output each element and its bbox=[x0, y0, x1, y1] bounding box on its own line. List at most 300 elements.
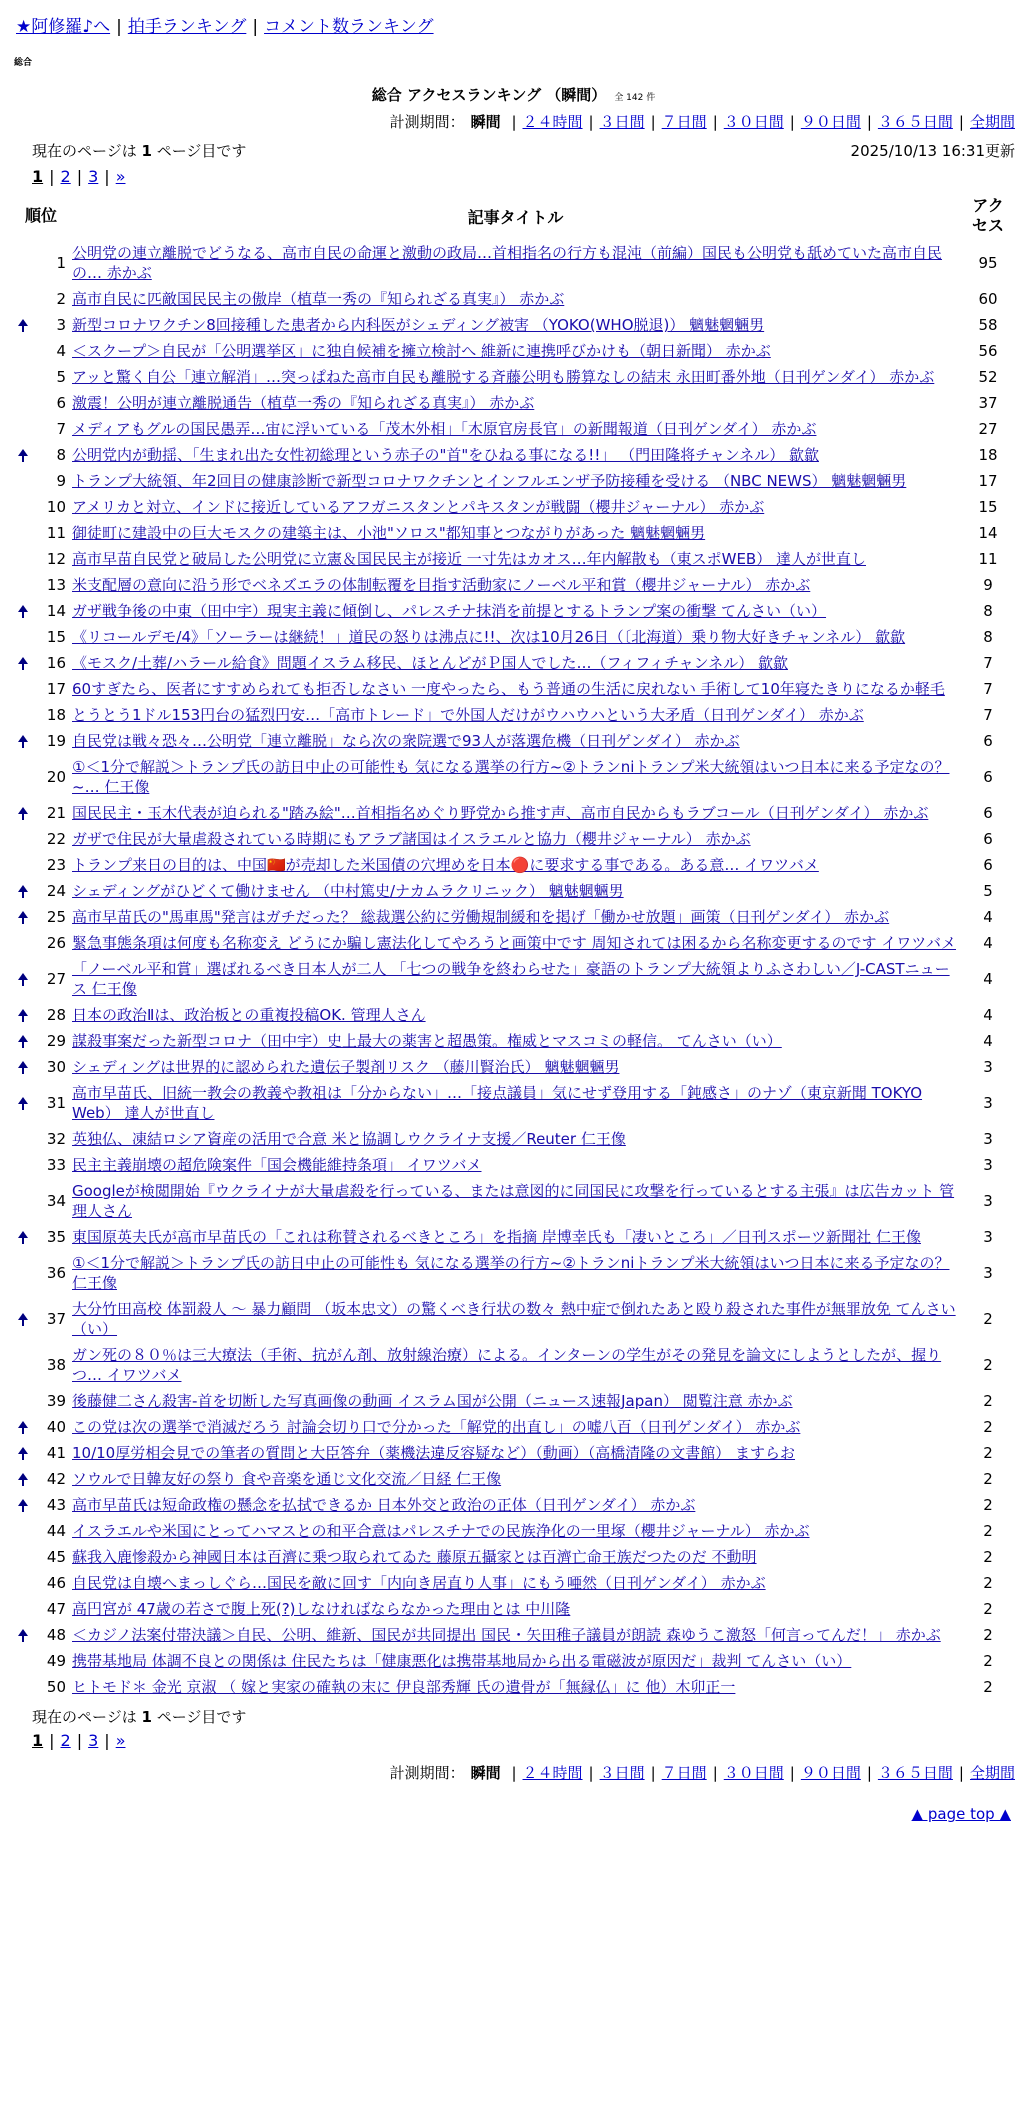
article-title-link[interactable]: 日本の政治Ⅱは、政治板との重複投稿OK. 管理人さん bbox=[72, 1006, 426, 1024]
title-cell bbox=[70, 520, 961, 546]
table-row bbox=[12, 390, 1015, 416]
article-title-link[interactable]: 《リコールデモ/4》「ソーラーは継続！」道民の怒りは沸点に!!、次は10月26日（〔北海道）乗り物大好きチャンネル） 歙歙 bbox=[72, 628, 906, 646]
up-arrow-icon bbox=[18, 807, 28, 814]
up-arrow-icon bbox=[18, 657, 28, 664]
title-cell bbox=[70, 1544, 961, 1570]
period-current: 瞬間 bbox=[470, 113, 501, 131]
title-cell bbox=[70, 1648, 961, 1674]
article-title-link[interactable]: ＜カジノ法案付帯決議＞自民、公明、維新、国民が共同提出 国民・矢田稚子議員が朗読 森ゆうこ激怒「何言ってんだ！」 赤かぶ bbox=[72, 1626, 941, 1644]
table-row bbox=[12, 1648, 1015, 1674]
rank-number: 39 bbox=[46, 1392, 66, 1410]
table-row bbox=[12, 1518, 1015, 1544]
article-title-link[interactable]: ソウルで日韓友好の祭り 食や音楽を通じ文化交流／日経 仁王像 bbox=[72, 1470, 502, 1488]
article-title-link[interactable]: 大分竹田高校 体罰殺人 ～ 暴力顧問 （坂本忠文）の驚くべき行状の数々 熱中症で倒れたあと殴り殺された事件が無罪放免 てんさい（い） bbox=[72, 1300, 956, 1338]
trend-cell bbox=[12, 878, 34, 904]
access-count: 2 bbox=[983, 1626, 993, 1644]
trend-cell bbox=[12, 624, 34, 650]
table-row bbox=[12, 494, 1015, 520]
table-row bbox=[12, 1126, 1015, 1152]
pagination-top bbox=[12, 165, 1015, 192]
period-link[interactable]: ３日間 bbox=[599, 113, 645, 131]
access-count: 7 bbox=[983, 706, 993, 724]
access-count: 2 bbox=[983, 1522, 993, 1540]
table-row bbox=[12, 546, 1015, 572]
article-title-link[interactable]: アッと驚く自公「連立解消」…突っぱねた高市自民も離脱する斉藤公明も勝算なしの結末 永田町番外地（日刊ゲンダイ） 赤かぶ bbox=[72, 368, 935, 386]
article-title-link[interactable]: 英独仏、凍結ロシア資産の活用で合意 米と協調しウクライナ支援／Reuter 仁王像 bbox=[72, 1130, 626, 1148]
home-link[interactable]: ★阿修羅♪へ bbox=[16, 17, 111, 37]
period-separator: | bbox=[511, 113, 517, 131]
rank-number: 8 bbox=[56, 446, 66, 464]
up-arrow-icon bbox=[18, 1499, 28, 1506]
table-row bbox=[12, 1492, 1015, 1518]
article-title-link[interactable]: とうとう1ドル153円台の猛烈円安…「高市トレード」で外国人だけがウハウハという大矛盾（日刊ゲンダイ） 赤かぶ bbox=[72, 706, 864, 724]
title-cell bbox=[70, 494, 961, 520]
trend-cell bbox=[12, 800, 34, 826]
article-title-link[interactable]: ガン死の８０％は三大療法（手術、抗がん剤、放射線治療）による。インターンの学生がその発見を論文にしようとしたが、握りつ… イワツバメ bbox=[72, 1346, 942, 1384]
trend-cell bbox=[12, 1492, 34, 1518]
article-title-link[interactable]: 緊急事態条項は何度も名称変え どうにか騙し憲法化してやろうと画策中です 周知されては困るから名称変更するのです イワツバメ bbox=[72, 934, 957, 952]
rank-number: 18 bbox=[46, 706, 66, 724]
trend-cell bbox=[12, 1126, 34, 1152]
up-arrow-icon bbox=[18, 885, 28, 892]
article-title-link[interactable]: アメリカと対立、インドに接近しているアフガニスタンとパキスタンが戦闘（櫻井ジャーナル） 赤かぶ bbox=[72, 498, 765, 516]
period-selector-top bbox=[12, 105, 1015, 136]
article-title-link[interactable]: 御徒町に建設中の巨大モスクの建築主は、小池"ソロス"都知事とつながりがあった 魑魅魍魎男 bbox=[72, 524, 706, 542]
nav-separator: | bbox=[252, 17, 259, 37]
up-arrow-icon bbox=[18, 605, 28, 612]
up-arrow-icon bbox=[18, 735, 28, 742]
rank-number: 3 bbox=[56, 316, 66, 334]
table-row bbox=[12, 240, 1015, 286]
pager-next-link[interactable]: » bbox=[115, 167, 126, 186]
title-cell bbox=[70, 1674, 961, 1700]
rank-number: 30 bbox=[46, 1058, 66, 1076]
rank-number: 20 bbox=[46, 768, 66, 786]
rank-number: 36 bbox=[46, 1264, 66, 1282]
comment-ranking-link[interactable]: コメント数ランキング bbox=[264, 17, 434, 37]
trend-cell bbox=[12, 312, 34, 338]
title-cell bbox=[70, 852, 961, 878]
article-title-link[interactable]: 公明党の連立離脱でどうなる、高市自民の命運と激動の政局…首相指名の行方も混沌（前編）国民も公明党も舐めていた高市自民の… 赤かぶ bbox=[72, 244, 943, 282]
table-row bbox=[12, 650, 1015, 676]
trend-cell bbox=[12, 702, 34, 728]
pager-current-page: 1 bbox=[32, 167, 44, 186]
trend-cell bbox=[12, 1440, 34, 1466]
table-row bbox=[12, 1296, 1015, 1342]
title-cell bbox=[70, 1518, 961, 1544]
table-row bbox=[12, 598, 1015, 624]
table-row bbox=[12, 1570, 1015, 1596]
table-row bbox=[12, 754, 1015, 800]
title-cell bbox=[70, 546, 961, 572]
table-row bbox=[12, 1080, 1015, 1126]
current-page-text-bottom: 現在のページは 1 ページ目です bbox=[32, 1708, 247, 1726]
article-title-link[interactable]: この党は次の選挙で消滅だろう 討論会切り口で分かった「解党的出直し」の嘘八百（日刊ゲンダイ） 赤かぶ bbox=[72, 1418, 801, 1436]
title-cell bbox=[70, 878, 961, 904]
article-title-link[interactable]: シェディングがひどくて働けません （中村篤史/ナカムラクリニック） 魑魅魍魎男 bbox=[72, 882, 624, 900]
article-title-link[interactable]: ガザ戦争後の中東（田中宇）現実主義に傾倒し、パレスチナ抹消を前提とするトランプ案の衝撃 てんさい（い） bbox=[72, 602, 827, 620]
period-link[interactable]: 全期間 bbox=[969, 1764, 1015, 1782]
article-title-link[interactable]: 公明党内が動揺、「生まれ出た女性初総理という赤子の"首"をひねる事になる!!」 （門田隆将チャンネル） 歙歙 bbox=[72, 446, 819, 464]
trend-cell bbox=[12, 546, 34, 572]
title-cell bbox=[70, 390, 961, 416]
table-row bbox=[12, 1466, 1015, 1492]
title-cell bbox=[70, 650, 961, 676]
trend-cell bbox=[12, 442, 34, 468]
trend-cell bbox=[12, 416, 34, 442]
access-count: 2 bbox=[983, 1652, 993, 1670]
up-arrow-icon bbox=[18, 1447, 28, 1454]
access-count: 18 bbox=[978, 446, 998, 464]
title-cell bbox=[70, 904, 961, 930]
trend-cell bbox=[12, 1622, 34, 1648]
table-row bbox=[12, 1028, 1015, 1054]
table-row bbox=[12, 1544, 1015, 1570]
article-title-link[interactable]: 東国原英夫氏が高市早苗氏の「これは称賛されるべきところ」を指摘 岸博幸氏も「凄いところ」／日刊スポーツ新聞社 仁王像 bbox=[72, 1228, 921, 1246]
article-title-link[interactable]: 自民党は戦々恐々…公明党「連立離脱」なら次の衆院選で93人が落選危機（日刊ゲンダイ） 赤かぶ bbox=[72, 732, 740, 750]
access-count: 3 bbox=[983, 1130, 993, 1148]
rank-number: 23 bbox=[46, 856, 66, 874]
access-count: 4 bbox=[983, 908, 993, 926]
trend-cell bbox=[12, 1648, 34, 1674]
period-link[interactable]: ９０日間 bbox=[800, 1764, 861, 1782]
ranking-table bbox=[12, 192, 1015, 1700]
table-row bbox=[12, 702, 1015, 728]
period-label: 計測期間： bbox=[389, 1764, 465, 1782]
period-links bbox=[505, 1764, 1015, 1782]
title-cell bbox=[70, 1028, 961, 1054]
access-count: 6 bbox=[983, 830, 993, 848]
title-cell bbox=[70, 442, 961, 468]
rank-number: 40 bbox=[46, 1418, 66, 1436]
access-count: 2 bbox=[983, 1600, 993, 1618]
total-count: 全 142 件 bbox=[614, 93, 656, 103]
up-arrow-icon bbox=[18, 1009, 28, 1016]
article-title-link[interactable]: ヒトモド＊ 金光 京淑 （ 嫁と実家の確執の末に 伊良部秀輝 氏の遺骨が「無縁仏」に 他）木卯正一 bbox=[72, 1678, 736, 1696]
table-row bbox=[12, 1002, 1015, 1028]
period-links bbox=[505, 113, 1015, 131]
trend-cell bbox=[12, 1296, 34, 1342]
article-title-link[interactable]: 高市早苗自民党と破局した公明党に立憲＆国民民主が接近 一寸先はカオス…年内解散も（東スポWEB） 達人が世直し bbox=[72, 550, 866, 568]
title-cell bbox=[70, 1466, 961, 1492]
access-count: 17 bbox=[978, 472, 998, 490]
access-count: 4 bbox=[983, 934, 993, 952]
rank-number: 5 bbox=[56, 368, 66, 386]
rank-number: 34 bbox=[46, 1192, 66, 1210]
rank-number: 46 bbox=[46, 1574, 66, 1592]
title-cell bbox=[70, 1080, 961, 1126]
access-count: 3 bbox=[983, 1264, 993, 1282]
period-link[interactable]: 全期間 bbox=[969, 113, 1015, 131]
access-count: 2 bbox=[983, 1548, 993, 1566]
article-title-link[interactable]: 高市早苗氏、旧統一教会の教義や教祖は「分からない」…「接点議員」気にせず登用する「鈍感さ」のナゾ（東京新聞 TOKYO Web） 達人が世直し bbox=[72, 1084, 923, 1122]
title-cell bbox=[70, 1388, 961, 1414]
title-cell bbox=[70, 240, 961, 286]
period-separator: | bbox=[650, 113, 656, 131]
access-count: 11 bbox=[978, 550, 998, 568]
period-separator: | bbox=[511, 1764, 517, 1782]
period-separator: | bbox=[789, 113, 795, 131]
trend-cell bbox=[12, 1596, 34, 1622]
trend-cell bbox=[12, 494, 34, 520]
article-title-link[interactable]: 国民民主・玉木代表が迫られる"踏み絵"…首相指名めぐり野党から推す声、高市自民からもラブコール（日刊ゲンダイ） 赤かぶ bbox=[72, 804, 929, 822]
access-count: 2 bbox=[983, 1418, 993, 1436]
trend-cell bbox=[12, 676, 34, 702]
pager-page-link[interactable]: 3 bbox=[88, 1731, 99, 1750]
rank-number: 45 bbox=[46, 1548, 66, 1566]
up-arrow-icon bbox=[18, 973, 28, 980]
access-count: 14 bbox=[978, 524, 998, 542]
article-title-link[interactable]: メディアもグルの国民愚弄…宙に浮いている「茂木外相」「木原官房長官」の新聞報道（日刊ゲンダイ） 赤かぶ bbox=[72, 420, 817, 438]
article-title-link[interactable]: シェディングは世界的に認められた遺伝子製剤リスク （藤川賢治氏） 魑魅魍魎男 bbox=[72, 1058, 620, 1076]
access-count: 60 bbox=[978, 290, 998, 308]
up-arrow-icon bbox=[18, 1231, 28, 1238]
article-title-link[interactable]: 蘇我入鹿惨殺から神國日本は百濟に乗つ取られてゐた 藤原五攝家とは百濟亡命王族だつたのだ 不動明 bbox=[72, 1548, 757, 1566]
access-count: 2 bbox=[983, 1444, 993, 1462]
page-top-link[interactable]: ▲ page top ▲ bbox=[911, 1805, 1011, 1823]
period-link[interactable]: ３６５日間 bbox=[877, 1764, 953, 1782]
article-title-link[interactable]: Googleが検閲開始『ウクライナが大量虐殺を行っている、または意図的に同国民に攻撃を行っているとする主張』は広告カット 管理人さん bbox=[72, 1182, 955, 1220]
access-count: 56 bbox=[978, 342, 998, 360]
trend-cell bbox=[12, 1054, 34, 1080]
table-row bbox=[12, 1388, 1015, 1414]
trend-cell bbox=[12, 390, 34, 416]
rank-number: 16 bbox=[46, 654, 66, 672]
period-link[interactable]: ３６５日間 bbox=[877, 113, 953, 131]
title-cell bbox=[70, 1414, 961, 1440]
rank-number: 49 bbox=[46, 1652, 66, 1670]
trend-cell bbox=[12, 240, 34, 286]
rank-number: 4 bbox=[56, 342, 66, 360]
article-title-link[interactable]: トランプ来日の目的は、中国🇨🇳が売却した米国債の穴埋めを日本🔴に要求する事である。ある意… イワツバメ bbox=[72, 856, 819, 874]
period-separator: | bbox=[789, 1764, 795, 1782]
up-arrow-icon bbox=[18, 911, 28, 918]
trend-cell bbox=[12, 1152, 34, 1178]
up-arrow-icon bbox=[18, 1421, 28, 1428]
pager-page-link[interactable]: 3 bbox=[88, 167, 99, 186]
trend-cell bbox=[12, 286, 34, 312]
table-row bbox=[12, 520, 1015, 546]
rank-number: 37 bbox=[46, 1310, 66, 1328]
trend-cell bbox=[12, 1388, 34, 1414]
period-link[interactable]: ２４時間 bbox=[522, 1764, 583, 1782]
period-link[interactable]: ７日間 bbox=[661, 113, 707, 131]
rank-number: 29 bbox=[46, 1032, 66, 1050]
period-link[interactable]: ３日間 bbox=[599, 1764, 645, 1782]
table-row bbox=[12, 1596, 1015, 1622]
pagination-bottom bbox=[12, 1729, 1015, 1756]
nav-separator: | bbox=[116, 17, 122, 37]
article-title-link[interactable]: 10/10厚労相会見での筆者の質問と大臣答弁（薬機法違反容疑など）（動画）（高橋清隆の文書館） ますらお bbox=[72, 1444, 796, 1462]
article-title-link[interactable]: ＜スクープ＞自民が「公明選挙区」に独自候補を擁立検討へ 維新に連携呼びかけも（朝日新聞） 赤かぶ bbox=[72, 342, 771, 360]
access-count: 15 bbox=[978, 498, 998, 516]
access-count: 6 bbox=[983, 856, 993, 874]
period-separator: | bbox=[958, 113, 964, 131]
title-cell bbox=[70, 676, 961, 702]
pager-separator: | bbox=[104, 1731, 110, 1750]
rank-number: 42 bbox=[46, 1470, 66, 1488]
article-title-link[interactable]: 自民党は自壊へまっしぐら…国民を敵に回す「内向き居直り人事」にもう唖然（日刊ゲンダイ） 赤かぶ bbox=[72, 1574, 766, 1592]
rank-number: 50 bbox=[46, 1678, 66, 1696]
article-title-link[interactable]: 後藤健二さん殺害-首を切断した写真画像の動画 イスラム国が公開（ニュース速報Japan） 閲覧注意 赤かぶ bbox=[72, 1392, 793, 1410]
period-link[interactable]: ３０日間 bbox=[723, 1764, 784, 1782]
access-count: 4 bbox=[983, 1032, 993, 1050]
up-arrow-icon bbox=[18, 319, 28, 326]
table-row bbox=[12, 624, 1015, 650]
access-count: 37 bbox=[978, 394, 998, 412]
rank-number: 9 bbox=[56, 472, 66, 490]
trend-cell bbox=[12, 650, 34, 676]
clap-ranking-link[interactable]: 拍手ランキング bbox=[127, 17, 247, 37]
period-link[interactable]: ３０日間 bbox=[723, 113, 784, 131]
rank-number: 26 bbox=[46, 934, 66, 952]
title-cell bbox=[70, 598, 961, 624]
rank-number: 1 bbox=[56, 254, 66, 272]
access-count: 7 bbox=[983, 680, 993, 698]
period-separator: | bbox=[650, 1764, 656, 1782]
up-arrow-icon bbox=[18, 1629, 28, 1636]
article-title-link[interactable]: 60すぎたら、医者にすすめられても拒否しなさい 一度やったら、もう普通の生活に戻れない 手術して10年寝たきりになるか軽毛 bbox=[72, 680, 945, 698]
table-row bbox=[12, 1224, 1015, 1250]
title-cell bbox=[70, 1342, 961, 1388]
trend-cell bbox=[12, 754, 34, 800]
article-title-link[interactable]: ①＜1分で解説＞トランプ氏の訪日中止の可能性も 気になる選挙の行方~②トランniトランプ米大統領はいつ日本に来る予定なの？ 仁王像 bbox=[72, 1254, 950, 1292]
period-link[interactable]: ９０日間 bbox=[800, 113, 861, 131]
trend-cell bbox=[12, 956, 34, 1002]
title-cell bbox=[70, 1440, 961, 1466]
up-arrow-icon bbox=[18, 1061, 28, 1068]
trend-cell bbox=[12, 572, 34, 598]
rank-number: 32 bbox=[46, 1130, 66, 1148]
table-row bbox=[12, 1414, 1015, 1440]
article-title-link[interactable]: 「ノーベル平和賞」選ばれるべき日本人が二人 「七つの戦争を終わらせた」豪語のトランプ大統領よりふさわしい／J-CASTニュース 仁王像 bbox=[72, 960, 950, 998]
access-count: 6 bbox=[983, 768, 993, 786]
table-row bbox=[12, 364, 1015, 390]
up-arrow-icon bbox=[18, 449, 28, 456]
title-cell bbox=[70, 754, 961, 800]
pager-separator: | bbox=[49, 1731, 55, 1750]
rank-number: 7 bbox=[56, 420, 66, 438]
title-cell bbox=[70, 1126, 961, 1152]
table-row bbox=[12, 286, 1015, 312]
pager-next-link[interactable]: » bbox=[115, 1731, 126, 1750]
access-count: 2 bbox=[983, 1356, 993, 1374]
title-cell bbox=[70, 572, 961, 598]
article-title-link[interactable]: 高市自民に匹敵国民民主の傲岸（植草一秀の『知られざる真実』） 赤かぶ bbox=[72, 290, 565, 308]
rank-number: 24 bbox=[46, 882, 66, 900]
access-count: 2 bbox=[983, 1678, 993, 1696]
trend-cell bbox=[12, 1028, 34, 1054]
article-title-link[interactable]: ①＜1分で解説＞トランプ氏の訪日中止の可能性も 気になる選挙の行方~②トランniトランプ米大統領はいつ日本に来る予定なの？~… 仁王像 bbox=[72, 758, 950, 796]
rank-number: 41 bbox=[46, 1444, 66, 1462]
article-title-link[interactable]: ガザで住民が大量虐殺されている時期にもアラブ諸国はイスラエルと協力（櫻井ジャーナル） 赤かぶ bbox=[72, 830, 751, 848]
table-row bbox=[12, 878, 1015, 904]
rank-number: 44 bbox=[46, 1522, 66, 1540]
top-navigation bbox=[12, 6, 1015, 47]
trend-cell bbox=[12, 598, 34, 624]
table-row bbox=[12, 676, 1015, 702]
trend-cell bbox=[12, 904, 34, 930]
article-title-link[interactable]: 激震！公明が連立離脱通告（植草一秀の『知られざる真実』） 赤かぶ bbox=[72, 394, 535, 412]
trend-cell bbox=[12, 520, 34, 546]
access-count: 2 bbox=[983, 1496, 993, 1514]
access-count: 6 bbox=[983, 804, 993, 822]
trend-cell bbox=[12, 1178, 34, 1224]
title-cell bbox=[70, 364, 961, 390]
article-title-link[interactable]: 民主主義崩壊の超危険案件「国会機能維持条項」 イワツバメ bbox=[72, 1156, 482, 1174]
rank-number: 35 bbox=[46, 1228, 66, 1246]
table-row bbox=[12, 1178, 1015, 1224]
access-count: 52 bbox=[978, 368, 998, 386]
access-count: 3 bbox=[983, 1192, 993, 1210]
access-count: 5 bbox=[983, 882, 993, 900]
article-title-link[interactable]: 米支配層の意向に沿う形でベネズエラの体制転覆を目指す活動家にノーベル平和賞（櫻井ジャーナル） 赤かぶ bbox=[72, 576, 811, 594]
article-title-link[interactable]: 高市早苗氏は短命政権の懸念を払拭できるか 日本外交と政治の正体（日刊ゲンダイ） 赤かぶ bbox=[72, 1496, 696, 1514]
trend-cell bbox=[12, 1466, 34, 1492]
period-link[interactable]: ７日間 bbox=[661, 1764, 707, 1782]
page-top-row bbox=[12, 1787, 1015, 1843]
page-info-row bbox=[12, 136, 1015, 165]
article-title-link[interactable]: 携帯基地局 体調不良との関係は 住民たちは「健康悪化は携帯基地局から出る電磁波が原因だ」裁判 てんさい（い） bbox=[72, 1652, 852, 1670]
pager-page-link[interactable]: 2 bbox=[60, 1731, 71, 1750]
article-title-link[interactable]: 《モスク/土葬/ハラール給食》問題イスラム移民、ほとんどがＰ国人でした…（フィフィチャンネル） 歙歙 bbox=[72, 654, 788, 672]
trend-cell bbox=[12, 930, 34, 956]
trend-cell bbox=[12, 338, 34, 364]
pager-page-link[interactable]: 2 bbox=[60, 167, 71, 186]
table-row bbox=[12, 312, 1015, 338]
article-title-link[interactable]: 高円宮が 47歳の若さで腹上死(?)しなければならなかった理由とは 中川隆 bbox=[72, 1600, 571, 1618]
article-title-link[interactable]: トランプ大統領、年2回目の健康診断で新型コロナワクチンとインフルエンザ予防接種を受ける （NBC NEWS） 魑魅魍魎男 bbox=[72, 472, 907, 490]
title-cell bbox=[70, 312, 961, 338]
rank-number: 31 bbox=[46, 1094, 66, 1112]
trend-cell bbox=[12, 1250, 34, 1296]
access-count: 2 bbox=[983, 1470, 993, 1488]
article-title-link[interactable]: 謀殺事案だった新型コロナ（田中宇）史上最大の薬害と超愚策。権威とマスコミの軽信。 てんさい（い） bbox=[72, 1032, 782, 1050]
pager-separator: | bbox=[76, 1731, 83, 1750]
rank-number: 33 bbox=[46, 1156, 66, 1174]
rank-number: 25 bbox=[46, 908, 66, 926]
title-cell bbox=[70, 1152, 961, 1178]
access-count: 2 bbox=[983, 1574, 993, 1592]
rank-number: 13 bbox=[46, 576, 66, 594]
access-count: 27 bbox=[978, 420, 998, 438]
rank-number: 28 bbox=[46, 1006, 66, 1024]
trend-cell bbox=[12, 1414, 34, 1440]
title-cell bbox=[70, 1296, 961, 1342]
table-row bbox=[12, 826, 1015, 852]
access-count: 2 bbox=[983, 1392, 993, 1410]
access-count: 9 bbox=[983, 576, 993, 594]
period-current: 瞬間 bbox=[470, 1764, 501, 1782]
article-title-link[interactable]: 新型コロナワクチン8回接種した患者から内科医がシェディング被害 （YOKO(WHO脱退)） 魑魅魍魎男 bbox=[72, 316, 765, 334]
period-separator: | bbox=[866, 113, 872, 131]
period-separator: | bbox=[588, 113, 594, 131]
section-label: 総合 bbox=[14, 58, 33, 68]
period-separator: | bbox=[866, 1764, 872, 1782]
period-link[interactable]: ２４時間 bbox=[522, 113, 583, 131]
table-row bbox=[12, 572, 1015, 598]
table-row bbox=[12, 800, 1015, 826]
article-title-link[interactable]: 高市早苗氏の"馬車馬"発言はガチだった？ 総裁選公約に労働規制緩和を掲げ「働かせ放題」画策（日刊ゲンダイ） 赤かぶ bbox=[72, 908, 890, 926]
access-count: 8 bbox=[983, 628, 993, 646]
article-title-link[interactable]: イスラエルや米国にとってハマスとの和平合意はパレスチナでの民族浄化の一里塚（櫻井ジャーナル） 赤かぶ bbox=[72, 1522, 810, 1540]
title-cell bbox=[70, 930, 961, 956]
table-row bbox=[12, 1440, 1015, 1466]
title-cell bbox=[70, 956, 961, 1002]
access-count: 7 bbox=[983, 654, 993, 672]
access-count: 3 bbox=[983, 1094, 993, 1112]
title-cell bbox=[70, 1002, 961, 1028]
